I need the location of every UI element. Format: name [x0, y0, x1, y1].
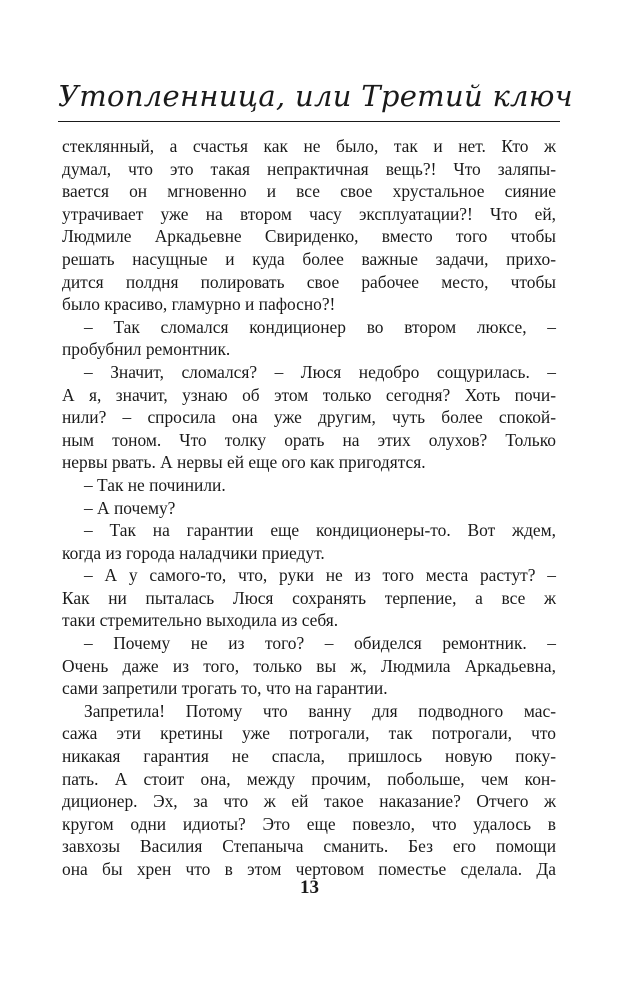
text-line: диционер. Эх, за что ж ей такое наказание? Отчего ж [62, 791, 556, 812]
text-line: сажа эти кретины уже потрогали, так потрогали, что [62, 723, 556, 744]
page-number: 13 [300, 877, 319, 898]
text-line: сами запретили трогать то, что на гарантии. [62, 678, 388, 699]
text-line: никакая гарантия не спасла, пришлось новую поку- [62, 746, 556, 767]
text-line: Запретила! Потому что ванну для подводного мас- [84, 700, 556, 721]
text-line: нили? – спросила она уже другим, чуть более спокой- [62, 407, 556, 428]
text-line: – Значит, сломался? – Люся недобро сощурилась. – [84, 361, 556, 382]
text-line: – А почему? [84, 497, 176, 518]
text-line: завхозы Василия Степаныча сманить. Без его помощи [62, 836, 556, 857]
text-line: пать. А стоит она, между прочим, побольше, чем кон- [62, 768, 556, 789]
text-line: дится полдня полировать свое рабочее место, чтобы [62, 271, 556, 292]
text-line: – Так не починили. [84, 474, 226, 495]
text-line: таки стремительно выходила из себя. [62, 610, 339, 631]
text-line: пробубнил ремонтник. [62, 339, 231, 360]
header-rule [58, 121, 560, 122]
text-line: Людмиле Аркадьевне Свириденко, вместо того чтобы [62, 226, 556, 247]
text-line: – Так сломался кондиционер во втором люксе, – [84, 316, 556, 337]
text-line: ным тоном. Что толку орать на этих олухов? Только [62, 429, 556, 450]
body-text [62, 135, 556, 881]
text-line: – Почему не из того? – обиделся ремонтник. – [84, 633, 556, 654]
text-line: решать насущные и куда более важные задачи, прихо- [62, 248, 556, 269]
text-line: утрачивает уже на втором часу эксплуатации?! Что ей, [62, 203, 556, 224]
text-line: Очень даже из того, только вы ж, Людмила Аркадьевна, [62, 655, 556, 676]
text-line: – А у самого-то, что, руки не из того места растут? – [84, 565, 556, 586]
text-line: когда из города наладчики приедут. [62, 542, 325, 563]
running-head: Утопленница, или Третий ключ [58, 79, 573, 113]
text-line: она бы хрен что в этом чертовом поместье сделала. Да [62, 859, 556, 879]
text-line: стеклянный, а счастья как не было, так и нет. Кто ж [62, 136, 556, 156]
text-line: кругом одни идиоты? Это еще повезло, что удалось в [62, 813, 556, 834]
text-line: думал, что это такая непрактичная вещь?! Что заляпы- [62, 158, 556, 179]
text-line: – Так на гарантии еще кондиционеры-то. Вот ждем, [84, 520, 556, 541]
text-line: Как ни пыталась Люся сохранять терпение, а все ж [62, 587, 556, 608]
text-line: А я, значит, узнаю об этом только сегодня? Хоть почи- [62, 384, 556, 405]
text-line: вается он мгновенно и все свое хрустальное сияние [62, 181, 556, 202]
text-line: нервы рвать. А нервы ей еще ого как пригодятся. [62, 452, 426, 473]
text-line: было красиво, гламурно и пафосно?! [62, 294, 336, 315]
